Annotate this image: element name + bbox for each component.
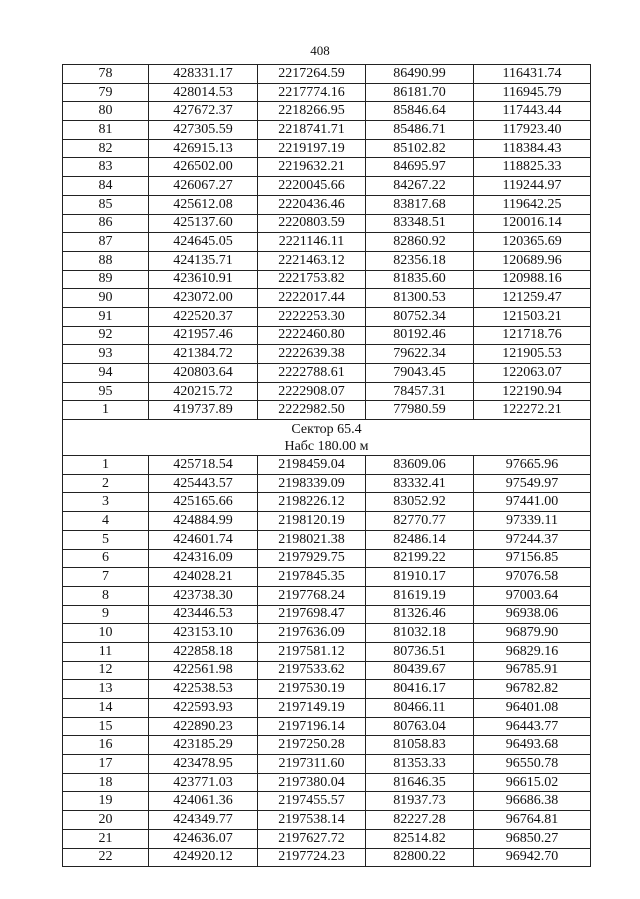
table-row bbox=[63, 307, 591, 326]
table-row bbox=[63, 102, 591, 121]
y-coordinate-cell: 2222982.50 bbox=[258, 401, 366, 420]
local-y-cell: 96443.77 bbox=[474, 717, 591, 736]
point-number-cell: 83 bbox=[63, 158, 149, 177]
local-y-cell: 96942.70 bbox=[474, 848, 591, 867]
table-row bbox=[63, 829, 591, 848]
point-number-cell: 8 bbox=[63, 586, 149, 605]
y-coordinate-cell: 2197530.19 bbox=[258, 680, 366, 699]
x-coordinate-cell: 425443.57 bbox=[149, 474, 258, 493]
local-x-cell: 84267.22 bbox=[366, 177, 474, 196]
table-row bbox=[63, 456, 591, 475]
x-coordinate-cell: 423738.30 bbox=[149, 586, 258, 605]
y-coordinate-cell: 2218266.95 bbox=[258, 102, 366, 121]
y-coordinate-cell: 2198021.38 bbox=[258, 530, 366, 549]
point-number-cell: 95 bbox=[63, 382, 149, 401]
point-number-cell: 88 bbox=[63, 251, 149, 270]
x-coordinate-cell: 420803.64 bbox=[149, 364, 258, 383]
x-coordinate-cell: 423610.91 bbox=[149, 270, 258, 289]
point-number-cell: 17 bbox=[63, 755, 149, 774]
local-x-cell: 83332.41 bbox=[366, 474, 474, 493]
local-x-cell: 80439.67 bbox=[366, 661, 474, 680]
local-x-cell: 80192.46 bbox=[366, 326, 474, 345]
local-x-cell: 81835.60 bbox=[366, 270, 474, 289]
table-row bbox=[63, 121, 591, 140]
point-number-cell: 86 bbox=[63, 214, 149, 233]
local-y-cell: 96829.16 bbox=[474, 642, 591, 661]
local-x-cell: 78457.31 bbox=[366, 382, 474, 401]
point-number-cell: 92 bbox=[63, 326, 149, 345]
table-row bbox=[63, 661, 591, 680]
table-row bbox=[63, 382, 591, 401]
x-coordinate-cell: 423153.10 bbox=[149, 624, 258, 643]
table-row bbox=[63, 214, 591, 233]
table-row bbox=[63, 345, 591, 364]
point-number-cell: 14 bbox=[63, 699, 149, 718]
page-number: 408 bbox=[310, 43, 330, 58]
section-header-row bbox=[63, 420, 591, 456]
table-row bbox=[63, 792, 591, 811]
local-x-cell: 79622.34 bbox=[366, 345, 474, 364]
table-row bbox=[63, 699, 591, 718]
x-coordinate-cell: 428014.53 bbox=[149, 83, 258, 102]
local-x-cell: 83817.68 bbox=[366, 195, 474, 214]
point-number-cell: 78 bbox=[63, 65, 149, 84]
x-coordinate-cell: 424601.74 bbox=[149, 530, 258, 549]
x-coordinate-cell: 423185.29 bbox=[149, 736, 258, 755]
local-x-cell: 80736.51 bbox=[366, 642, 474, 661]
x-coordinate-cell: 424884.99 bbox=[149, 512, 258, 531]
y-coordinate-cell: 2197455.57 bbox=[258, 792, 366, 811]
local-x-cell: 83348.51 bbox=[366, 214, 474, 233]
local-x-cell: 82227.28 bbox=[366, 811, 474, 830]
local-x-cell: 80416.17 bbox=[366, 680, 474, 699]
point-number-cell: 19 bbox=[63, 792, 149, 811]
point-number-cell: 1 bbox=[63, 401, 149, 420]
x-coordinate-cell: 421957.46 bbox=[149, 326, 258, 345]
y-coordinate-cell: 2222639.38 bbox=[258, 345, 366, 364]
table-row bbox=[63, 289, 591, 308]
local-y-cell: 121503.21 bbox=[474, 307, 591, 326]
local-x-cell: 86181.70 bbox=[366, 83, 474, 102]
table-row bbox=[63, 848, 591, 867]
point-number-cell: 18 bbox=[63, 773, 149, 792]
local-x-cell: 81937.73 bbox=[366, 792, 474, 811]
point-number-cell: 80 bbox=[63, 102, 149, 121]
x-coordinate-cell: 424061.36 bbox=[149, 792, 258, 811]
table-row bbox=[63, 177, 591, 196]
local-y-cell: 122190.94 bbox=[474, 382, 591, 401]
y-coordinate-cell: 2222460.80 bbox=[258, 326, 366, 345]
x-coordinate-cell: 424316.09 bbox=[149, 549, 258, 568]
local-y-cell: 120689.96 bbox=[474, 251, 591, 270]
x-coordinate-cell: 419737.89 bbox=[149, 401, 258, 420]
table-row bbox=[63, 65, 591, 84]
y-coordinate-cell: 2217264.59 bbox=[258, 65, 366, 84]
point-number-cell: 1 bbox=[63, 456, 149, 475]
point-number-cell: 6 bbox=[63, 549, 149, 568]
table-row bbox=[63, 195, 591, 214]
table-row bbox=[63, 624, 591, 643]
local-x-cell: 82356.18 bbox=[366, 251, 474, 270]
table-row bbox=[63, 755, 591, 774]
point-number-cell: 12 bbox=[63, 661, 149, 680]
local-y-cell: 118384.43 bbox=[474, 139, 591, 158]
table-row bbox=[63, 530, 591, 549]
x-coordinate-cell: 422561.98 bbox=[149, 661, 258, 680]
x-coordinate-cell: 424349.77 bbox=[149, 811, 258, 830]
table-row bbox=[63, 474, 591, 493]
local-y-cell: 117923.40 bbox=[474, 121, 591, 140]
y-coordinate-cell: 2197768.24 bbox=[258, 586, 366, 605]
point-number-cell: 11 bbox=[63, 642, 149, 661]
x-coordinate-cell: 424636.07 bbox=[149, 829, 258, 848]
local-x-cell: 79043.45 bbox=[366, 364, 474, 383]
x-coordinate-cell: 427672.37 bbox=[149, 102, 258, 121]
point-number-cell: 15 bbox=[63, 717, 149, 736]
local-y-cell: 96764.81 bbox=[474, 811, 591, 830]
x-coordinate-cell: 426067.27 bbox=[149, 177, 258, 196]
point-number-cell: 81 bbox=[63, 121, 149, 140]
table-row bbox=[63, 512, 591, 531]
local-y-cell: 96493.68 bbox=[474, 736, 591, 755]
point-number-cell: 5 bbox=[63, 530, 149, 549]
point-number-cell: 79 bbox=[63, 83, 149, 102]
local-y-cell: 96686.38 bbox=[474, 792, 591, 811]
section-title: Сектор 65.4 bbox=[291, 421, 362, 437]
local-x-cell: 81646.35 bbox=[366, 773, 474, 792]
local-x-cell: 84695.97 bbox=[366, 158, 474, 177]
table-row bbox=[63, 83, 591, 102]
local-y-cell: 117443.44 bbox=[474, 102, 591, 121]
point-number-cell: 90 bbox=[63, 289, 149, 308]
y-coordinate-cell: 2197636.09 bbox=[258, 624, 366, 643]
point-number-cell: 94 bbox=[63, 364, 149, 383]
local-x-cell: 86490.99 bbox=[366, 65, 474, 84]
point-number-cell: 87 bbox=[63, 233, 149, 252]
local-x-cell: 82860.92 bbox=[366, 233, 474, 252]
local-x-cell: 77980.59 bbox=[366, 401, 474, 420]
local-y-cell: 116945.79 bbox=[474, 83, 591, 102]
local-y-cell: 97339.11 bbox=[474, 512, 591, 531]
y-coordinate-cell: 2197698.47 bbox=[258, 605, 366, 624]
y-coordinate-cell: 2197538.14 bbox=[258, 811, 366, 830]
point-number-cell: 89 bbox=[63, 270, 149, 289]
y-coordinate-cell: 2218741.71 bbox=[258, 121, 366, 140]
table-row bbox=[63, 493, 591, 512]
x-coordinate-cell: 422593.93 bbox=[149, 699, 258, 718]
local-y-cell: 121259.47 bbox=[474, 289, 591, 308]
y-coordinate-cell: 2198120.19 bbox=[258, 512, 366, 531]
x-coordinate-cell: 425612.08 bbox=[149, 195, 258, 214]
local-y-cell: 96879.90 bbox=[474, 624, 591, 643]
local-y-cell: 96938.06 bbox=[474, 605, 591, 624]
point-number-cell: 7 bbox=[63, 568, 149, 587]
point-number-cell: 9 bbox=[63, 605, 149, 624]
y-coordinate-cell: 2197724.23 bbox=[258, 848, 366, 867]
x-coordinate-cell: 426502.00 bbox=[149, 158, 258, 177]
y-coordinate-cell: 2222788.61 bbox=[258, 364, 366, 383]
y-coordinate-cell: 2222253.30 bbox=[258, 307, 366, 326]
coordinates-table-body bbox=[63, 65, 591, 867]
local-x-cell: 85102.82 bbox=[366, 139, 474, 158]
local-x-cell: 81910.17 bbox=[366, 568, 474, 587]
x-coordinate-cell: 420215.72 bbox=[149, 382, 258, 401]
local-y-cell: 97549.97 bbox=[474, 474, 591, 493]
table-row bbox=[63, 326, 591, 345]
point-number-cell: 13 bbox=[63, 680, 149, 699]
x-coordinate-cell: 422890.23 bbox=[149, 717, 258, 736]
table-row bbox=[63, 605, 591, 624]
local-y-cell: 97665.96 bbox=[474, 456, 591, 475]
point-number-cell: 2 bbox=[63, 474, 149, 493]
local-y-cell: 96785.91 bbox=[474, 661, 591, 680]
y-coordinate-cell: 2197250.28 bbox=[258, 736, 366, 755]
section-subtitle: Набс 180.00 м bbox=[284, 438, 369, 454]
local-x-cell: 85486.71 bbox=[366, 121, 474, 140]
local-x-cell: 82800.22 bbox=[366, 848, 474, 867]
x-coordinate-cell: 424645.05 bbox=[149, 233, 258, 252]
y-coordinate-cell: 2221753.82 bbox=[258, 270, 366, 289]
table-row bbox=[63, 717, 591, 736]
y-coordinate-cell: 2221146.11 bbox=[258, 233, 366, 252]
local-y-cell: 97441.00 bbox=[474, 493, 591, 512]
x-coordinate-cell: 424135.71 bbox=[149, 251, 258, 270]
x-coordinate-cell: 423771.03 bbox=[149, 773, 258, 792]
table-row bbox=[63, 251, 591, 270]
point-number-cell: 3 bbox=[63, 493, 149, 512]
point-number-cell: 22 bbox=[63, 848, 149, 867]
x-coordinate-cell: 423478.95 bbox=[149, 755, 258, 774]
table-row bbox=[63, 773, 591, 792]
local-y-cell: 119642.25 bbox=[474, 195, 591, 214]
y-coordinate-cell: 2197845.35 bbox=[258, 568, 366, 587]
local-x-cell: 80763.04 bbox=[366, 717, 474, 736]
y-coordinate-cell: 2197380.04 bbox=[258, 773, 366, 792]
point-number-cell: 10 bbox=[63, 624, 149, 643]
x-coordinate-cell: 428331.17 bbox=[149, 65, 258, 84]
local-y-cell: 97156.85 bbox=[474, 549, 591, 568]
table-row bbox=[63, 680, 591, 699]
local-y-cell: 121718.76 bbox=[474, 326, 591, 345]
local-y-cell: 96615.02 bbox=[474, 773, 591, 792]
x-coordinate-cell: 424920.12 bbox=[149, 848, 258, 867]
y-coordinate-cell: 2222908.07 bbox=[258, 382, 366, 401]
local-y-cell: 96550.78 bbox=[474, 755, 591, 774]
y-coordinate-cell: 2197533.62 bbox=[258, 661, 366, 680]
point-number-cell: 21 bbox=[63, 829, 149, 848]
table-row bbox=[63, 139, 591, 158]
x-coordinate-cell: 425137.60 bbox=[149, 214, 258, 233]
local-y-cell: 96782.82 bbox=[474, 680, 591, 699]
local-x-cell: 81032.18 bbox=[366, 624, 474, 643]
point-number-cell: 84 bbox=[63, 177, 149, 196]
local-x-cell: 85846.64 bbox=[366, 102, 474, 121]
local-y-cell: 122063.07 bbox=[474, 364, 591, 383]
local-x-cell: 83052.92 bbox=[366, 493, 474, 512]
local-y-cell: 119244.97 bbox=[474, 177, 591, 196]
point-number-cell: 85 bbox=[63, 195, 149, 214]
table-row bbox=[63, 586, 591, 605]
y-coordinate-cell: 2198339.09 bbox=[258, 474, 366, 493]
table-row bbox=[63, 401, 591, 420]
x-coordinate-cell: 425165.66 bbox=[149, 493, 258, 512]
y-coordinate-cell: 2197929.75 bbox=[258, 549, 366, 568]
table-row bbox=[63, 158, 591, 177]
coordinates-table bbox=[62, 64, 591, 867]
table-row bbox=[63, 811, 591, 830]
y-coordinate-cell: 2220803.59 bbox=[258, 214, 366, 233]
x-coordinate-cell: 423446.53 bbox=[149, 605, 258, 624]
x-coordinate-cell: 421384.72 bbox=[149, 345, 258, 364]
x-coordinate-cell: 422520.37 bbox=[149, 307, 258, 326]
y-coordinate-cell: 2221463.12 bbox=[258, 251, 366, 270]
y-coordinate-cell: 2197149.19 bbox=[258, 699, 366, 718]
local-y-cell: 120016.14 bbox=[474, 214, 591, 233]
local-y-cell: 121905.53 bbox=[474, 345, 591, 364]
local-x-cell: 81300.53 bbox=[366, 289, 474, 308]
point-number-cell: 20 bbox=[63, 811, 149, 830]
local-x-cell: 83609.06 bbox=[366, 456, 474, 475]
y-coordinate-cell: 2220436.46 bbox=[258, 195, 366, 214]
local-x-cell: 81619.19 bbox=[366, 586, 474, 605]
x-coordinate-cell: 422538.53 bbox=[149, 680, 258, 699]
y-coordinate-cell: 2197196.14 bbox=[258, 717, 366, 736]
local-y-cell: 97076.58 bbox=[474, 568, 591, 587]
local-y-cell: 122272.21 bbox=[474, 401, 591, 420]
y-coordinate-cell: 2197581.12 bbox=[258, 642, 366, 661]
y-coordinate-cell: 2217774.16 bbox=[258, 83, 366, 102]
y-coordinate-cell: 2222017.44 bbox=[258, 289, 366, 308]
local-x-cell: 82486.14 bbox=[366, 530, 474, 549]
local-y-cell: 118825.33 bbox=[474, 158, 591, 177]
x-coordinate-cell: 425718.54 bbox=[149, 456, 258, 475]
point-number-cell: 93 bbox=[63, 345, 149, 364]
table-row bbox=[63, 642, 591, 661]
local-y-cell: 97244.37 bbox=[474, 530, 591, 549]
local-x-cell: 81353.33 bbox=[366, 755, 474, 774]
table-row bbox=[63, 736, 591, 755]
section-header-cell bbox=[63, 420, 591, 456]
local-x-cell: 82770.77 bbox=[366, 512, 474, 531]
local-y-cell: 96401.08 bbox=[474, 699, 591, 718]
local-x-cell: 82514.82 bbox=[366, 829, 474, 848]
y-coordinate-cell: 2197311.60 bbox=[258, 755, 366, 774]
point-number-cell: 16 bbox=[63, 736, 149, 755]
local-y-cell: 120365.69 bbox=[474, 233, 591, 252]
table-row bbox=[63, 233, 591, 252]
point-number-cell: 91 bbox=[63, 307, 149, 326]
local-y-cell: 120988.16 bbox=[474, 270, 591, 289]
local-x-cell: 80752.34 bbox=[366, 307, 474, 326]
point-number-cell: 4 bbox=[63, 512, 149, 531]
local-y-cell: 97003.64 bbox=[474, 586, 591, 605]
table-row bbox=[63, 549, 591, 568]
table-row bbox=[63, 568, 591, 587]
y-coordinate-cell: 2198226.12 bbox=[258, 493, 366, 512]
local-y-cell: 96850.27 bbox=[474, 829, 591, 848]
point-number-cell: 82 bbox=[63, 139, 149, 158]
y-coordinate-cell: 2219197.19 bbox=[258, 139, 366, 158]
x-coordinate-cell: 424028.21 bbox=[149, 568, 258, 587]
y-coordinate-cell: 2198459.04 bbox=[258, 456, 366, 475]
x-coordinate-cell: 423072.00 bbox=[149, 289, 258, 308]
table-row bbox=[63, 270, 591, 289]
x-coordinate-cell: 422858.18 bbox=[149, 642, 258, 661]
local-x-cell: 81326.46 bbox=[366, 605, 474, 624]
y-coordinate-cell: 2220045.66 bbox=[258, 177, 366, 196]
local-x-cell: 80466.11 bbox=[366, 699, 474, 718]
x-coordinate-cell: 426915.13 bbox=[149, 139, 258, 158]
local-x-cell: 82199.22 bbox=[366, 549, 474, 568]
local-x-cell: 81058.83 bbox=[366, 736, 474, 755]
local-y-cell: 116431.74 bbox=[474, 65, 591, 84]
table-row bbox=[63, 364, 591, 383]
y-coordinate-cell: 2197627.72 bbox=[258, 829, 366, 848]
y-coordinate-cell: 2219632.21 bbox=[258, 158, 366, 177]
x-coordinate-cell: 427305.59 bbox=[149, 121, 258, 140]
